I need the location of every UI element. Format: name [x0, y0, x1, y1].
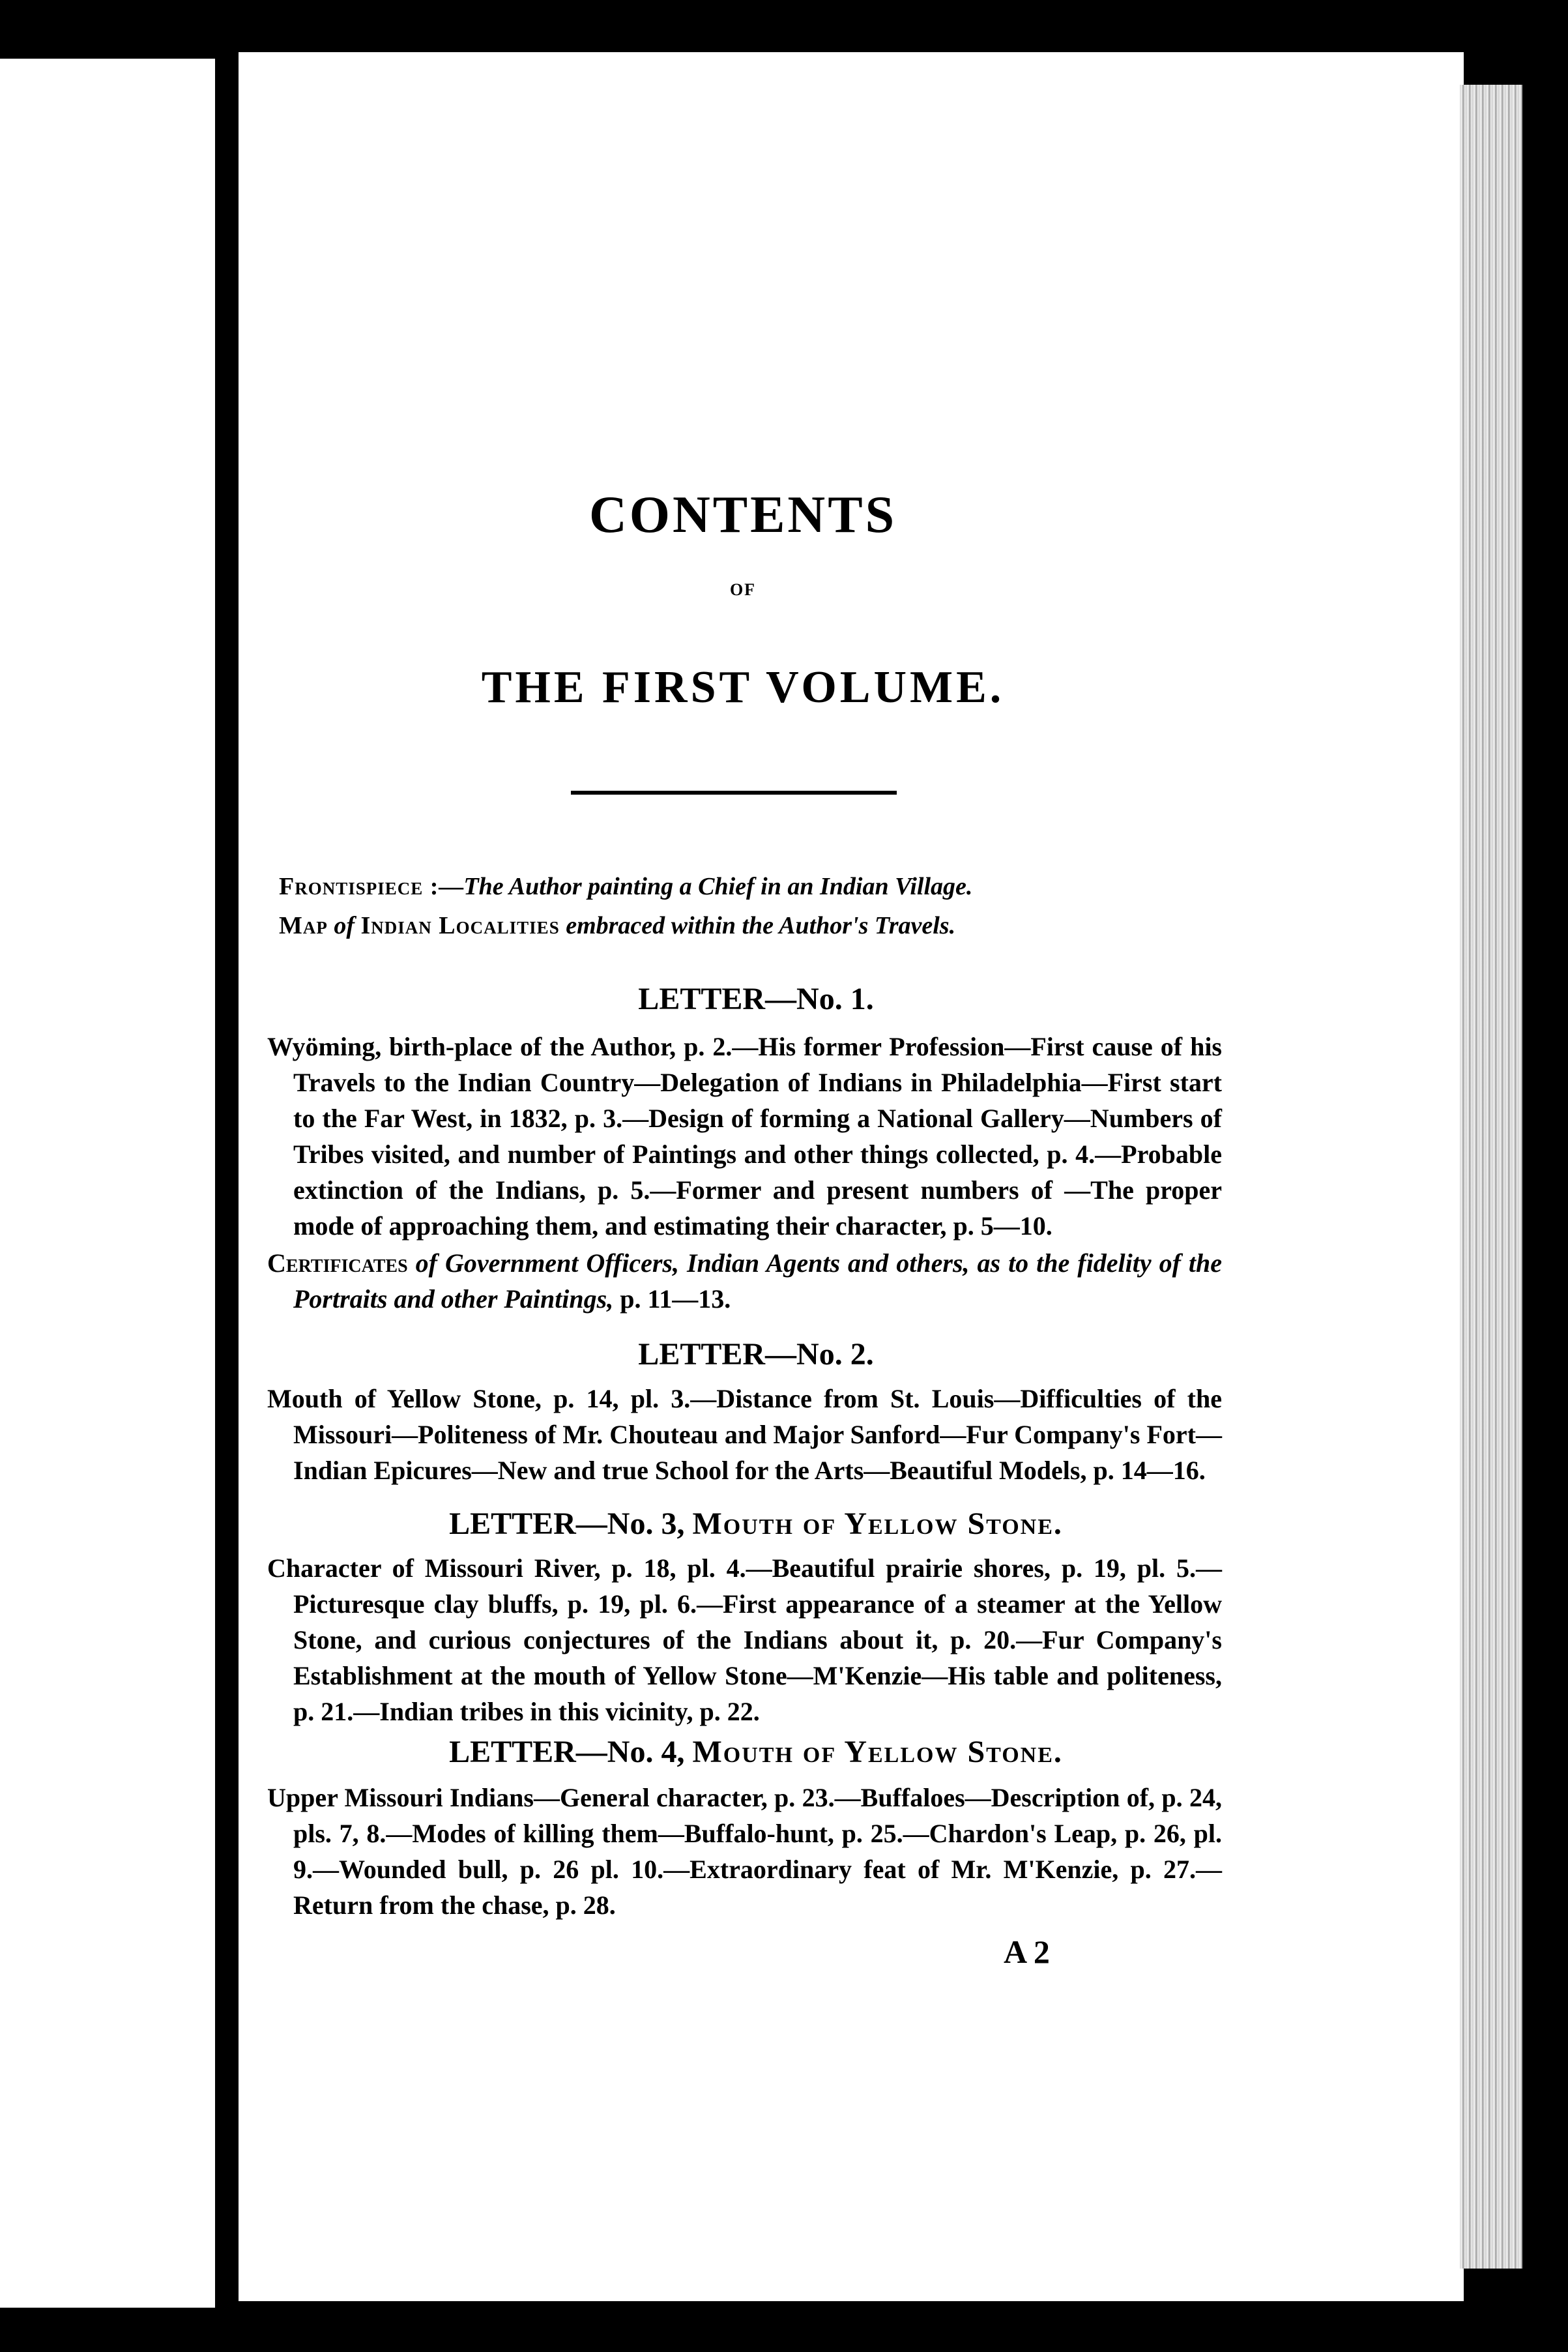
- letter-3-title: LETTER—No. 3,: [449, 1507, 685, 1541]
- of-label: OF: [729, 580, 757, 599]
- letter-4-heading: [261, 1734, 1251, 1770]
- map-label-localities: Indian Localities: [360, 912, 560, 939]
- certificates-text: of Government Officers, Indian Agents and others, as to the fidelity of the Portraits and other Paintings,: [293, 1248, 1223, 1314]
- letter-1-text: Wyöming, birth-place of the Author, p. 2.—His former Profession—First cause of his Travels to the Indian Country—Delegation of Indians in Philadelphia—First start to the Far West, in 1832, p. 3.—Design of forming a National Gallery—Numbers of Tribes visited, and number of Paintings and other things collected, p. 4.—Probable extinction of the Indians, p. 5.—Former and present numbers of —The proper mode of approaching them, and estimating their character, p. 5—10.: [267, 1032, 1222, 1241]
- contents-title: CONTENTS: [588, 486, 897, 544]
- page-edges: [1460, 85, 1525, 2269]
- map-line: [279, 906, 1256, 945]
- certificates-label: Certificates: [267, 1248, 408, 1278]
- letter-1-title: LETTER—No. 1.: [638, 982, 874, 1016]
- letter-4-subtitle: Mouth of Yellow Stone.: [692, 1735, 1063, 1769]
- signature-mark: A 2: [1004, 1933, 1050, 1970]
- letter-2-heading: [261, 1336, 1251, 1372]
- frontispiece-text: —The Author painting a Chief in an Indian Village.: [439, 873, 973, 900]
- left-page-edge: [0, 59, 215, 2308]
- letter-2-title: LETTER—No. 2.: [638, 1337, 874, 1372]
- frontispiece-label: Frontispiece :: [279, 873, 439, 900]
- frontispiece-line: [279, 867, 1256, 906]
- letter-3-subtitle: Mouth of Yellow Stone.: [692, 1507, 1063, 1541]
- divider-rule: [571, 791, 897, 795]
- letter-2-text: Mouth of Yellow Stone, p. 14, pl. 3.—Distance from St. Louis—Difficulties of the Missouri—Politeness of Mr. Chouteau and Major Sanford—Fur Company's Fort—Indian Epicures—New and true School for the Arts—Beautiful Models, p. 14—16.: [267, 1384, 1222, 1485]
- volume-subtitle: THE FIRST VOLUME.: [481, 662, 1005, 713]
- certificates-entry: [267, 1245, 1222, 1317]
- letter-3-heading: [261, 1506, 1251, 1542]
- certificates-pages: p. 11—13.: [620, 1284, 731, 1314]
- gutter-shadow: [215, 39, 239, 2321]
- letter-4-title: LETTER—No. 4,: [449, 1735, 685, 1769]
- front-matter: [279, 867, 1256, 945]
- map-label: Map: [279, 912, 328, 939]
- letter-4-text: Upper Missouri Indians—General character, p. 23.—Buffaloes—Description of, p. 24, pls. 7, 8.—Modes of killing them—Buffalo-hunt, p. 25.—Chardon's Leap, p. 26, pl. 9.—Wounded bull, p. 26 pl. 10.—Extraordinary feat of Mr. M'Kenzie, p. 27.—Return from the chase, p. 28.: [267, 1783, 1222, 1920]
- map-of: of: [334, 912, 355, 939]
- letter-3-text: Character of Missouri River, p. 18, pl. 4.—Beautiful prairie shores, p. 19, pl. 5.—Picturesque clay bluffs, p. 19, pl. 6.—First appearance of a steamer at the Yellow Stone, and curious conjectures of the Indians about it, p. 20.—Fur Company's Establishment at the mouth of Yellow Stone—M'Kenzie—His table and politeness, p. 21.—Indian tribes in this vicinity, p. 22.: [267, 1553, 1222, 1726]
- letter-1-heading: [261, 981, 1251, 1017]
- right-shadow: [1522, 72, 1568, 2288]
- map-text: embraced within the Author's Travels.: [566, 912, 956, 939]
